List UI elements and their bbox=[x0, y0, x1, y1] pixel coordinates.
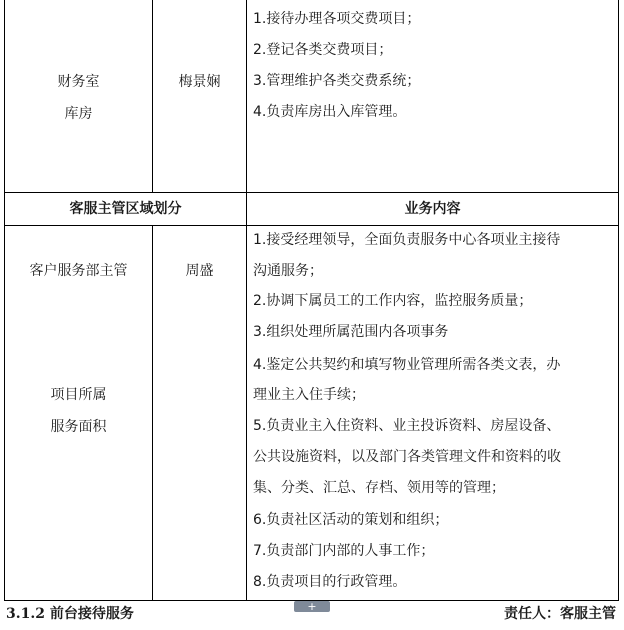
header-content: 业务内容 bbox=[404, 201, 461, 217]
responsible-label: 责任人：客服主管 bbox=[504, 606, 616, 622]
duty-item: 2.协调下属员工的工作内容，监控服务质量； bbox=[253, 293, 533, 309]
dept-line: 财务室 bbox=[57, 74, 100, 90]
duty-item: 1.接受经理领导，全面负责服务中心各项业主接待 bbox=[253, 232, 561, 248]
duty-item: 3.组织处理所属范围内各项事务 bbox=[253, 324, 449, 340]
table-border-right bbox=[618, 0, 619, 601]
duty-item: 4.负责库房出入库管理。 bbox=[253, 104, 407, 120]
duty-item: 7.负责部门内部的人事工作； bbox=[253, 543, 435, 559]
duty-item: 公共设施资料，以及部门各类管理文件和资料的收 bbox=[253, 449, 561, 465]
add-row-button[interactable]: + bbox=[294, 601, 330, 612]
header-area: 客服主管区域划分 bbox=[69, 201, 182, 217]
person-cell-lower: 周盛 bbox=[185, 263, 214, 279]
duty-item: 5.负责业主入住资料、业主投诉资料、房屋设备、 bbox=[253, 418, 561, 434]
role-cell: 客户服务部主管 bbox=[29, 263, 128, 279]
duty-item: 沟通服务； bbox=[253, 263, 323, 279]
duty-item: 4.鉴定公共契约和填写物业管理所需各类文表，办 bbox=[253, 357, 561, 373]
column-divider-content bbox=[246, 0, 247, 601]
duty-item: 8.负责项目的行政管理。 bbox=[253, 574, 407, 590]
duty-item: 2.登记各类交费项目； bbox=[253, 42, 393, 58]
duty-item: 6.负责社区活动的策划和组织； bbox=[253, 512, 449, 528]
area-line: 项目所属 bbox=[50, 387, 107, 403]
person-cell-upper: 梅景娴 bbox=[178, 74, 221, 90]
dept-line: 库房 bbox=[64, 106, 93, 122]
area-cell bbox=[5, 379, 152, 443]
duty-item: 集、分类、汇总、存档、领用等的管理； bbox=[253, 480, 505, 496]
section-heading: 3.1.2 前台接待服务 bbox=[6, 606, 134, 622]
duty-item: 理业主入住手续； bbox=[253, 387, 365, 403]
duty-item: 1.接待办理各项交费项目； bbox=[253, 11, 421, 27]
duty-item: 3.管理维护各类交费系统； bbox=[253, 73, 421, 89]
dept-cell-upper bbox=[5, 66, 152, 130]
area-line: 服务面积 bbox=[50, 419, 107, 435]
